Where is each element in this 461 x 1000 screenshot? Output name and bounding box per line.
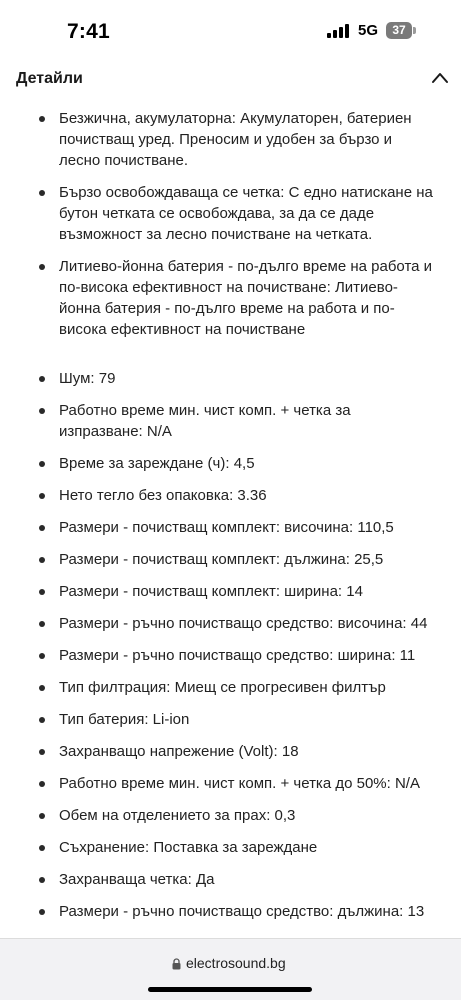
bullet-icon — [39, 717, 45, 723]
bullet-icon — [39, 190, 45, 196]
bullet-icon — [39, 909, 45, 915]
description-item-text: Безжична, акумулаторна: Акумулаторен, батериен почистващ уред. Преносим и удобен за бързо и лесно почистване. — [59, 110, 412, 169]
description-item — [0, 256, 461, 340]
spec-item — [0, 581, 461, 602]
spec-item-text: Шум: 79 — [59, 370, 116, 387]
spec-item — [0, 613, 461, 634]
bullet-icon — [39, 589, 45, 595]
spec-item-text: Захранваща четка: Да — [59, 871, 215, 888]
spec-item — [0, 773, 461, 794]
spec-item-text: Размери - ръчно почистващо средство: височина: 44 — [59, 615, 428, 632]
bullet-icon — [39, 813, 45, 819]
home-indicator[interactable] — [148, 987, 312, 992]
spec-item — [0, 837, 461, 858]
battery-level: 37 — [392, 23, 406, 37]
spec-item — [0, 741, 461, 762]
battery-icon — [386, 22, 416, 39]
spec-item — [0, 869, 461, 890]
spec-item-text: Съхранение: Поставка за зареждане — [59, 839, 318, 856]
bullet-icon — [39, 685, 45, 691]
spec-item-text: Тип батерия: Li-ion — [59, 711, 190, 728]
bullet-icon — [39, 557, 45, 563]
spec-item-text: Размери - почистващ комплект: дължина: 25,5 — [59, 551, 384, 568]
spec-item-text: Обем на отделението за прах: 0,3 — [59, 807, 296, 824]
bullet-icon — [39, 116, 45, 122]
bullet-icon — [39, 408, 45, 414]
spec-item-text: Размери - почистващ комплект: височина: 110,5 — [59, 519, 394, 536]
bullet-icon — [39, 264, 45, 270]
spec-item-text: Размери - почистващ комплект: ширина: 14 — [59, 583, 363, 600]
bullet-icon — [39, 845, 45, 851]
spec-item-text: Захранващо напрежение (Volt): 18 — [59, 743, 299, 760]
details-section-header[interactable] — [0, 62, 461, 98]
network-type: 5G — [358, 22, 379, 39]
spec-item — [0, 368, 461, 389]
spec-item-text: Време за зареждане (ч): 4,5 — [59, 455, 255, 472]
spec-item — [0, 485, 461, 506]
signal-icon — [327, 24, 351, 38]
spec-item-text: Размери - ръчно почистващо средство: дължина: 13 — [59, 903, 425, 920]
status-time: 7:41 — [67, 20, 110, 43]
spec-item — [0, 805, 461, 826]
bullet-icon — [39, 376, 45, 382]
description-item — [0, 108, 461, 171]
description-item-text: Литиево-йонна батерия - по-дълго време на работа и по-висока ефективност на почистване: Литиево-йонна батерия - по-дълго време на работа и по-висока ефективност на почистване — [59, 258, 433, 338]
spec-item — [0, 901, 461, 922]
bullet-icon — [39, 781, 45, 787]
description-item-text: Бързо освобождаваща се четка: С едно натискане на бутон четката се освобождава, за да се даде възможност за лесно почистване на четката. — [59, 184, 433, 243]
spec-item-text: Работно време мин. чист комп. + четка за изпразване: N/A — [59, 402, 351, 440]
spec-item — [0, 645, 461, 666]
description-list — [0, 108, 461, 340]
bullet-icon — [39, 653, 45, 659]
bullet-icon — [39, 461, 45, 467]
spec-item-text: Работно време мин. чист комп. + четка до 50%: N/A — [59, 775, 420, 792]
spec-item — [0, 517, 461, 538]
url-text: electrosound.bg — [186, 955, 286, 971]
browser-url-bar[interactable] — [0, 938, 461, 1000]
bullet-icon — [39, 621, 45, 627]
bullet-icon — [39, 525, 45, 531]
lock-icon — [172, 958, 181, 970]
spec-item — [0, 549, 461, 570]
spec-item — [0, 677, 461, 698]
details-content — [0, 108, 461, 933]
bullet-icon — [39, 493, 45, 499]
description-item — [0, 182, 461, 245]
spec-item-text: Размери - ръчно почистващо средство: ширина: 11 — [59, 647, 416, 664]
chevron-up-icon[interactable] — [431, 71, 449, 85]
spec-item — [0, 453, 461, 474]
spec-item-text: Тип филтрация: Миещ се прогресивен филтър — [59, 679, 386, 696]
bullet-icon — [39, 877, 45, 883]
spec-item — [0, 709, 461, 730]
spec-item-text: Нето тегло без опаковка: 3.36 — [59, 487, 267, 504]
spec-list — [0, 368, 461, 922]
bullet-icon — [39, 749, 45, 755]
section-title: Детайли — [16, 70, 83, 87]
status-bar — [0, 0, 461, 62]
spec-item — [0, 400, 461, 442]
